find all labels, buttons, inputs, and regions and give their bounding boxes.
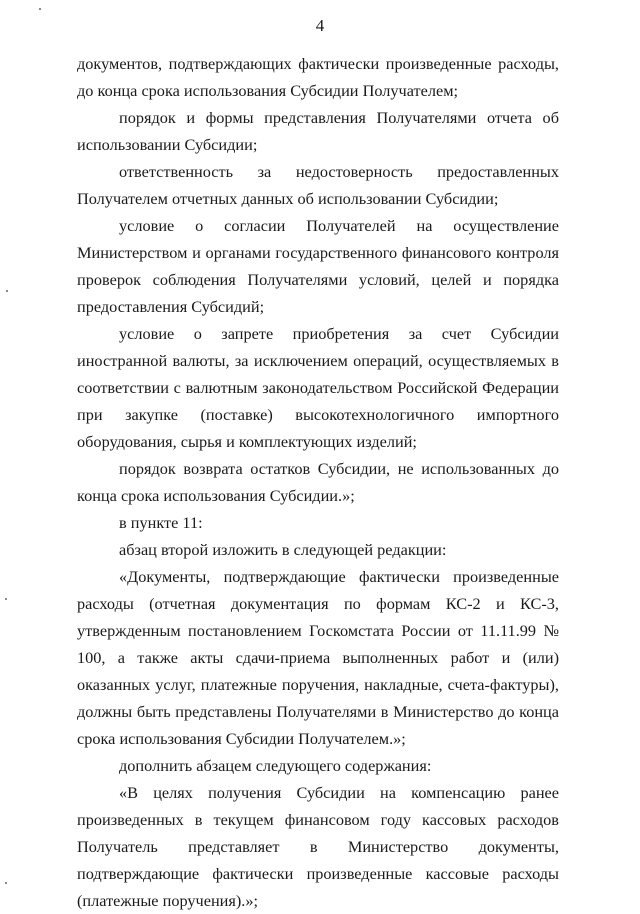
paragraph: условие о согласии Получателей на осуществление Министерством и органами государственного финансового контроля проверок соблюдения Получателями условий, целей и порядка предоставления Субсидий; bbox=[77, 216, 559, 316]
scan-artifact bbox=[5, 598, 7, 600]
scan-artifact bbox=[5, 882, 7, 884]
paragraph: условие о запрете приобретения за счет Субсидии иностранной валюты, за исключением операций, осуществляемых в соответствии с валютным законодательством Российской Федерации при закупке (поставке) высокотехнологичного импортного оборудования, сырья и комплектующих изделий; bbox=[77, 324, 559, 451]
paragraph: ответственность за недостоверность предоставленных Получателем отчетных данных об использовании Субсидии; bbox=[77, 162, 559, 208]
page-number: 4 bbox=[315, 16, 325, 35]
paragraph: порядок возврата остатков Субсидии, не использованных до конца срока использования Субсидии.»; bbox=[77, 459, 559, 505]
paragraph: абзац второй изложить в следующей редакции: bbox=[119, 540, 447, 559]
paragraph: «Документы, подтверждающие фактически произведенные расходы (отчетная документация по формам КС-2 и КС-3, утвержденным постановлением Госкомстата России от 11.11.99 № 100, а также акты сдачи-приема выполненных работ и (или) оказанных услуг, платежные поручения, накладные, счета-фактуры), должны быть представлены Получателями в Министерство до конца срока использования Субсидии Получателем.»; bbox=[77, 567, 559, 748]
paragraph: порядок и формы представления Получателями отчета об использовании Субсидии; bbox=[77, 108, 559, 154]
paragraph: документов, подтверждающих фактически произведенные расходы, до конца срока использования Субсидии Получателем; bbox=[77, 54, 559, 100]
document-body bbox=[77, 50, 559, 914]
paragraph: в пункте 11: bbox=[119, 513, 203, 532]
scan-artifact bbox=[6, 290, 8, 292]
scan-artifact bbox=[39, 8, 41, 10]
paragraph: «В целях получения Субсидии на компенсацию ранее произведенных в текущем финансовом году кассовых расходов Получатель представляет в Министерство документы, подтверждающие фактически произведенные кассовые расходы (платежные поручения).»; bbox=[77, 783, 559, 910]
paragraph: дополнить абзацем следующего содержания: bbox=[119, 756, 432, 775]
